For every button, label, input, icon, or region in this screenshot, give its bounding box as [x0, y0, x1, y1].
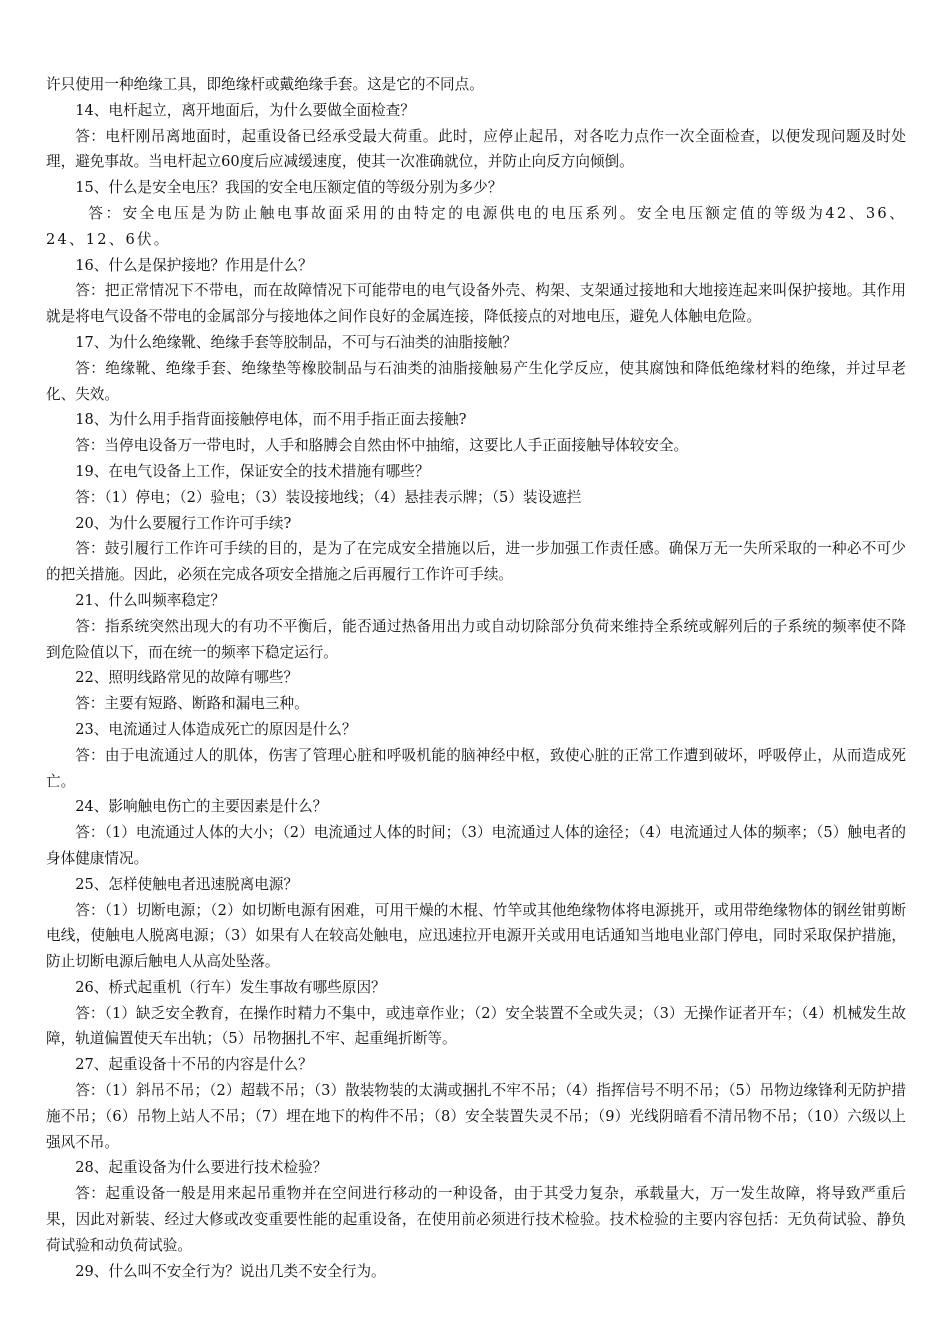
question-18: 18、为什么用手指背面接触停电体，而不用手指正面去接触?: [75, 411, 467, 429]
answer-23: 答：由于电流通过人的肌体，伤害了管理心脏和呼吸机能的脑神经中枢，致使心脏的正常工作遭到破坏，呼吸停止，从而造成死亡。: [46, 746, 906, 790]
question-28: 28、起重设备为什么要进行技术检验？: [75, 1159, 328, 1177]
answer-26: 答：（1）缺乏安全教育，在操作时精力不集中，或违章作业；（2）安全装置不全或失灵；（3）无操作证者开车；（4）机械发生故障，轨道偏置使天车出轨；（5）吊物捆扎不牢、起重绳折断等。: [46, 1004, 906, 1048]
answer-24: 答：（1）电流通过人体的大小；（2）电流通过人体的时间；（3）电流通过人体的途径；（4）电流通过人体的频率；（5）触电者的身体健康情况。: [46, 824, 906, 867]
question-19: 19、在电气设备上工作，保证安全的技术措施有哪些？: [75, 462, 430, 480]
answer-19: 答：（1）停电；（2）验电；（3）装设接地线；（4）悬挂表示牌；（5）装设遮拦: [75, 488, 582, 506]
answer-22: 答：主要有短路、断路和漏电三种。: [75, 695, 309, 713]
answer-20: 答：鼓引履行工作许可手续的目的，是为了在完成安全措施以后，进一步加强工作责任感。确保万无一失所采取的一种必不可少的把关措施。因此，必须在完成各项安全措施之后再履行工作许可手续。: [46, 540, 906, 584]
question-22: 22、照明线路常见的故障有哪些？: [75, 669, 299, 687]
question-14: 14、电杆起立，离开地面后，为什么要做全面检查？: [75, 101, 415, 119]
document-page: [46, 72, 906, 1284]
answer-16: 答：把正常情况下不带电，而在故障情况下可能带电的电气设备外壳、构架、支架通过接地和大地接连起来叫保护接地。其作用就是将电气设备不带电的金属部分与接地体之间作良好的金属连接，降低接点的对地电压，避免人体触电危险。: [46, 282, 906, 326]
answer-17: 答：绝缘靴、绝缘手套、绝缘垫等橡胶制品与石油类的油脂接触易产生化学反应，使其腐蚀和降低绝缘材料的绝缘，并过早老化、失效。: [46, 359, 906, 403]
paragraph-continuation: 许只使用一种绝缘工具，即绝缘杆或戴绝缘手套。这是它的不同点。: [46, 76, 484, 93]
answer-25: 答：（1）切断电源；（2）如切断电源有困难，可用干燥的木棍、竹竿或其他绝缘物体将电源挑开，或用带绝缘物体的钢丝钳剪断电线，使触电人脱离电源；（3）如果有人在较高处触电，应迅速拉开电源开关或用电话通知当地电业部门停电，同时采取保护措施，防止切断电源后触电人从高处坠落。: [46, 901, 906, 971]
answer-21: 答：指系统突然出现大的有功不平衡后，能否通过热备用出力或自动切除部分负荷来维持全系统或解列后的子系统的频率使不降到危险值以下，而在统一的频率下稳定运行。: [46, 617, 906, 661]
question-21: 21、什么叫频率稳定？: [75, 591, 226, 609]
answer-28: 答：起重设备一般是用来起吊重物并在空间进行移动的一种设备，由于其受力复杂，承载量大，万一发生故障，将导致严重后果，因此对新装、经过大修或改变重要性能的起重设备，在使用前必须进行技术检验。技术检验的主要内容包括：无负荷试验、静负荷试验和动负荷试验。: [46, 1185, 906, 1254]
question-29: 29、什么叫不安全行为？说出几类不安全行为。: [75, 1262, 386, 1280]
question-16: 16、什么是保护接地？作用是什么？: [75, 256, 313, 274]
answer-27: 答：（1）斜吊不吊；（2）超载不吊；（3）散装物装的太满或捆扎不牢不吊；（4）指挥信号不明不吊；（5）吊物边缘锋利无防护措施不吊；（6）吊物上站人不吊；（7）埋在地下的构件不吊；（8）安全装置失灵不吊；（9）光线阴暗看不清吊物不吊；（10）六级以上强风不吊。: [46, 1082, 906, 1151]
question-15: 15、什么是安全电压？我国的安全电压额定值的等级分别为多少？: [75, 179, 503, 197]
question-17: 17、为什么绝缘靴、绝缘手套等胶制品，不可与石油类的油脂接触？: [75, 333, 517, 351]
question-23: 23、电流通过人体造成死亡的原因是什么？: [75, 720, 357, 738]
question-20: 20、为什么要履行工作许可手续?: [75, 514, 292, 532]
question-26: 26、桥式起重机（行车）发生事故有哪些原因？: [75, 978, 386, 996]
answer-14: 答：电杆刚吊离地面时，起重设备已经承受最大荷重。此时，应停止起吊，对各吃力点作一次全面检查，以便发现问题及时处理，避免事故。当电杆起立60度后应减缓速度，使其一次准确就位，并防止向反方向倾倒。: [46, 127, 906, 171]
answer-15: 答：安全电压是为防止触电事故面采用的由特定的电源供电的电压系列。安全电压额定值的等级为42、36、24、12、6伏。: [46, 204, 906, 248]
answer-18: 答：当停电设备万一带电时，人手和胳膊会自然由怀中抽缩，这要比人手正面接触导体较安全。: [75, 437, 689, 455]
question-24: 24、影响触电伤亡的主要因素是什么？: [75, 798, 328, 816]
question-25: 25、怎样使触电者迅速脱离电源？: [75, 875, 299, 893]
question-27: 27、起重设备十不吊的内容是什么？: [75, 1056, 313, 1074]
